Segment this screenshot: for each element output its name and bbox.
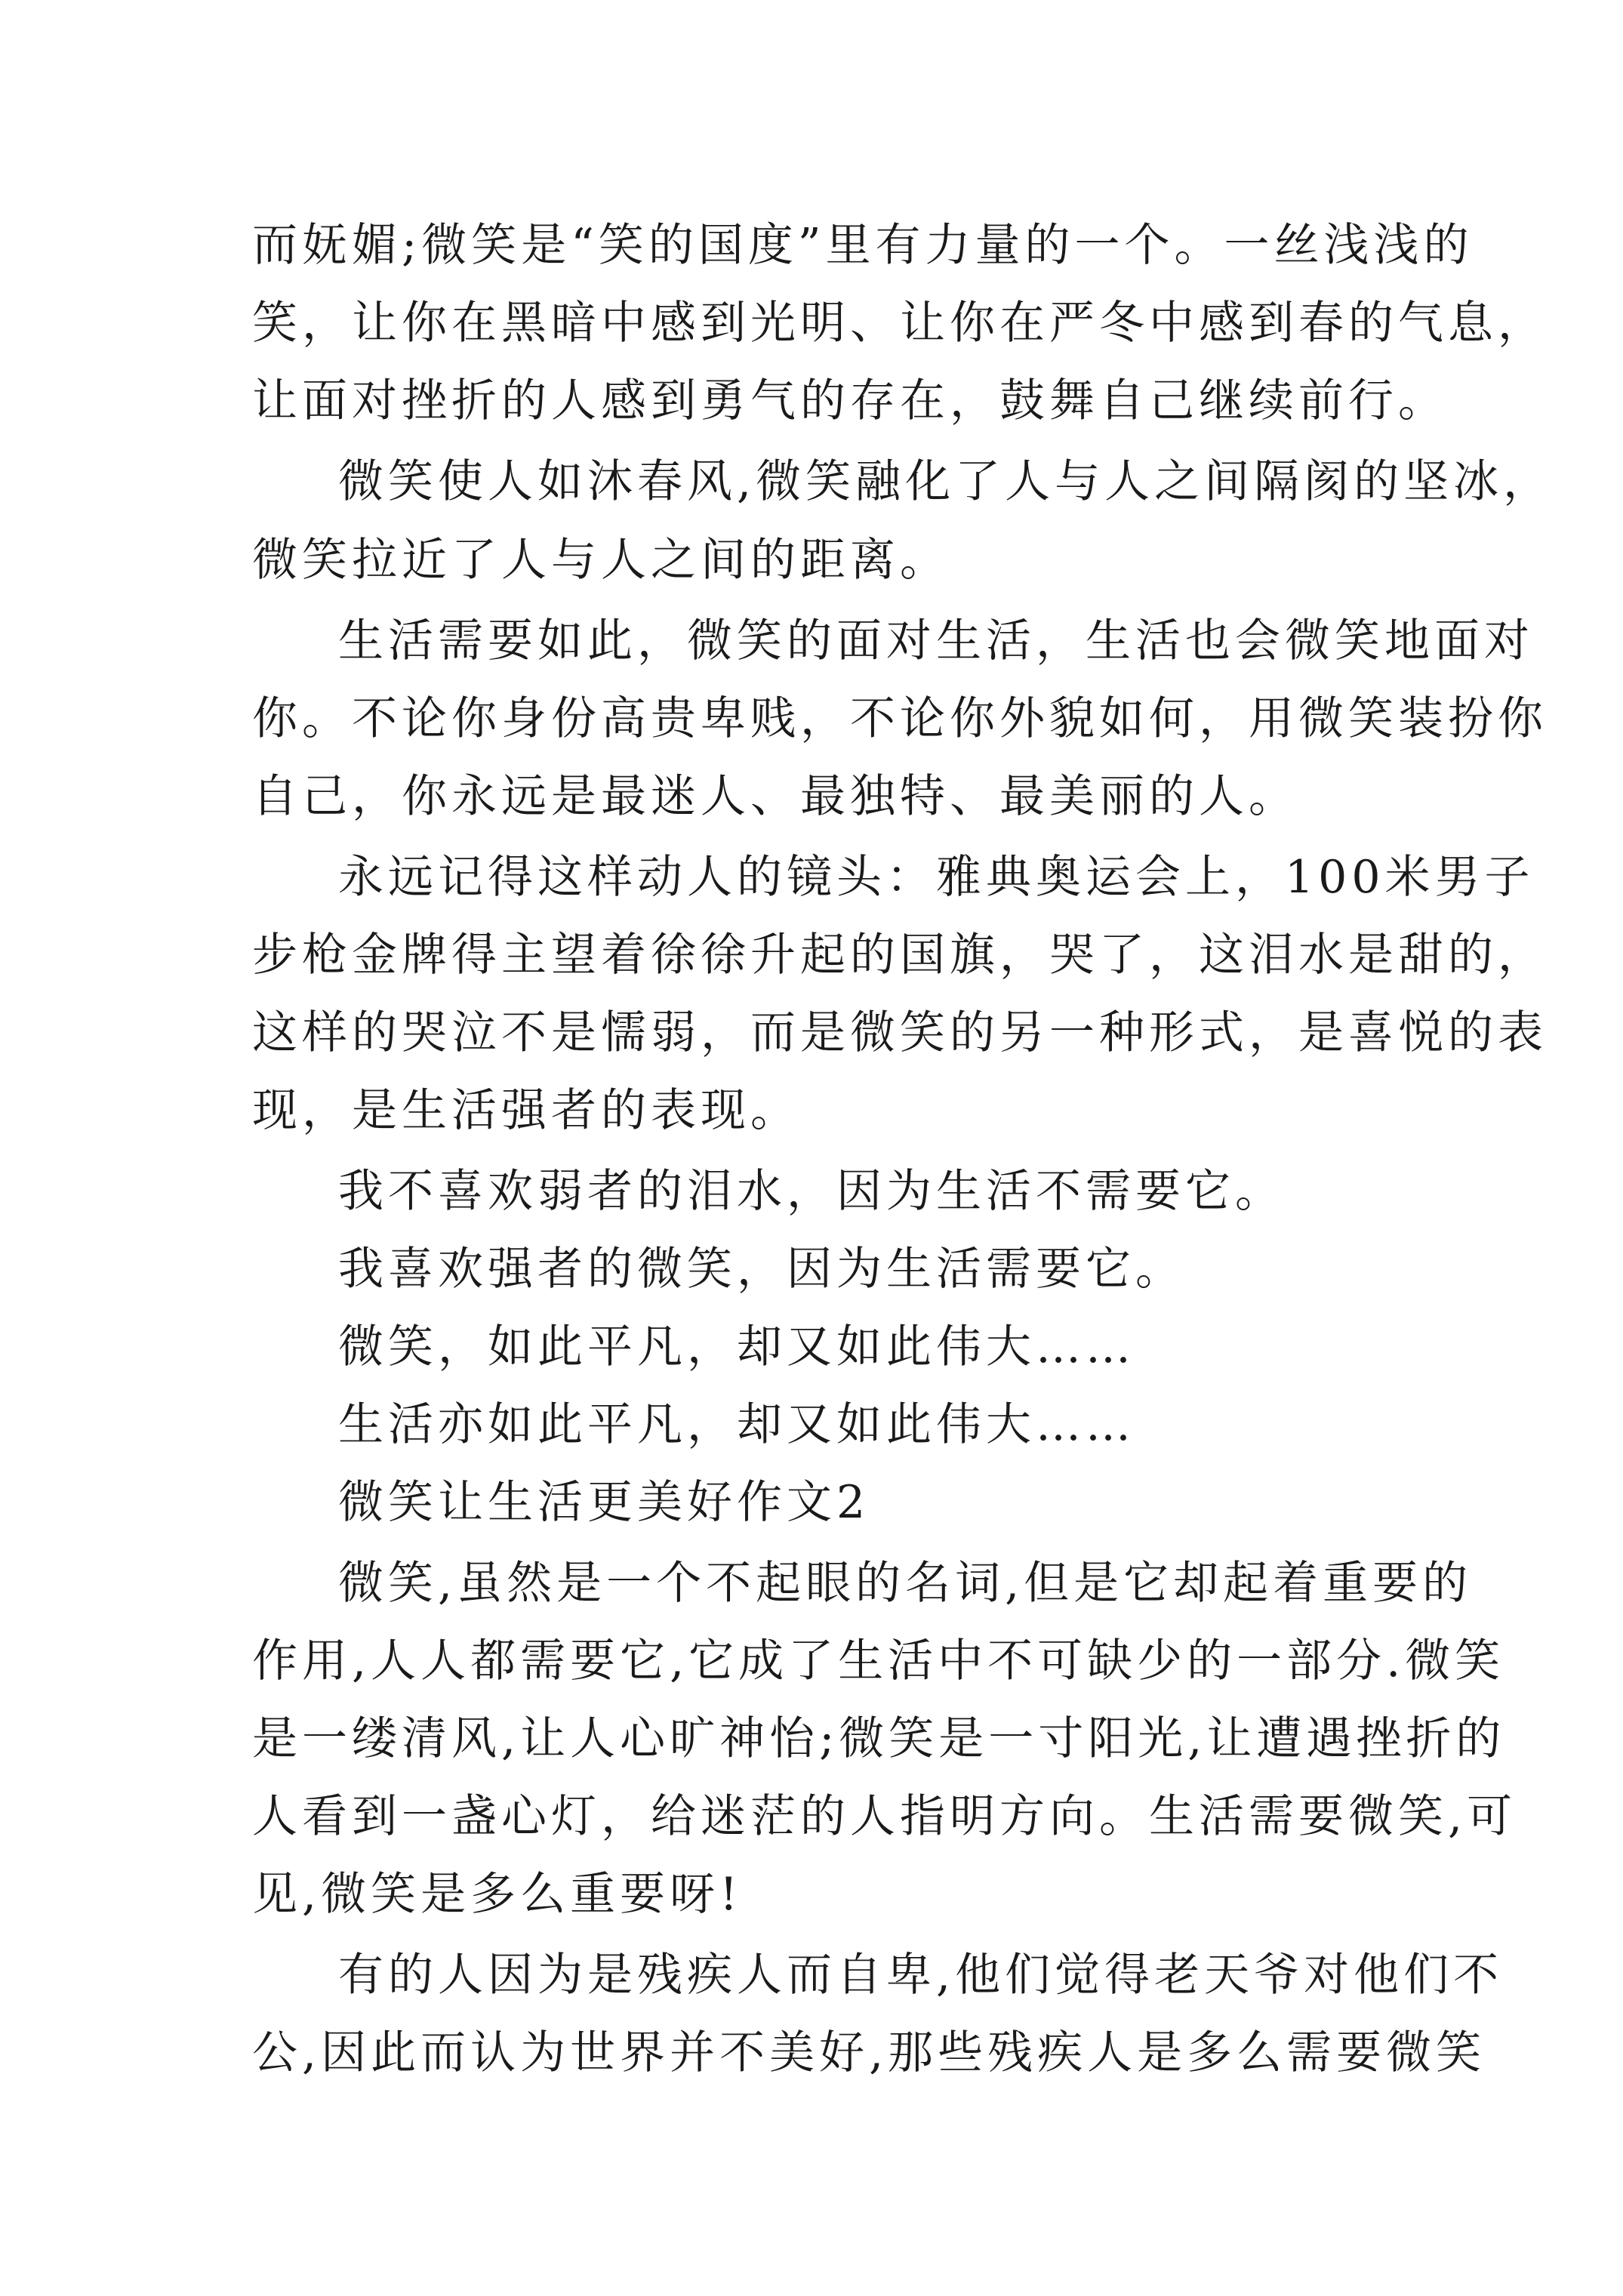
section-heading: 微笑让生活更美好作文2 — [338, 1476, 870, 1529]
text-line-22: 见,微笑是多么重要呀! — [252, 1868, 743, 1921]
text-line-1: 而妩媚;微笑是“笑的国度”里有力量的一个。一丝浅浅的 — [252, 219, 1474, 272]
text-line-16: 生活亦如此平凡，却又如此伟大…… — [338, 1398, 1135, 1451]
text-line-18: 微笑,虽然是一个不起眼的名词,但是它却起着重要的 — [338, 1557, 1473, 1610]
text-line-14: 我喜欢强者的微笑，因为生活需要它。 — [338, 1243, 1185, 1296]
text-line-20: 是一缕清风,让人心旷神怡;微笑是一寸阳光,让遭遇挫折的 — [252, 1712, 1506, 1765]
text-line-5: 微笑拉近了人与人之间的距离。 — [252, 534, 950, 587]
text-line-8: 自己，你永远是最迷人、最独特、最美丽的人。 — [252, 770, 1298, 823]
text-line-7: 你。不论你身份高贵卑贱，不论你外貌如何，用微笑装扮你 — [252, 692, 1548, 745]
text-line-13: 我不喜欢弱者的泪水，因为生活不需要它。 — [338, 1165, 1285, 1218]
text-line-2: 笑，让你在黑暗中感到光明、让你在严冬中感到春的气息， — [252, 297, 1548, 350]
text-line-24: 公,因此而认为世界并不美好,那些残疾人是多么需要微笑 — [252, 2026, 1486, 2079]
text-line-19: 作用,人人都需要它,它成了生活中不可缺少的一部分.微笑 — [252, 1635, 1505, 1687]
text-line-12: 现，是生活强者的表现。 — [252, 1084, 800, 1137]
text-line-10: 步枪金牌得主望着徐徐升起的国旗，哭了，这泪水是甜的， — [252, 929, 1548, 982]
text-line-21: 人看到一盏心灯，给迷茫的人指明方向。生活需要微笑,可 — [252, 1790, 1517, 1843]
text-line-3: 让面对挫折的人感到勇气的存在，鼓舞自己继续前行。 — [252, 374, 1448, 427]
text-line-4: 微笑使人如沐春风,微笑融化了人与人之间隔阂的坚冰， — [338, 455, 1554, 508]
text-line-11: 这样的哭泣不是懦弱，而是微笑的另一种形式，是喜悦的表 — [252, 1006, 1548, 1059]
text-line-9: 永远记得这样动人的镜头：雅典奥运会上，100米男子 — [338, 851, 1535, 904]
text-line-23: 有的人因为是残疾人而自卑,他们觉得老天爷对他们不 — [338, 1949, 1504, 2002]
text-line-6: 生活需要如此，微笑的面对生活，生活也会微笑地面对 — [338, 615, 1534, 667]
text-line-15: 微笑，如此平凡，却又如此伟大…… — [338, 1321, 1135, 1373]
